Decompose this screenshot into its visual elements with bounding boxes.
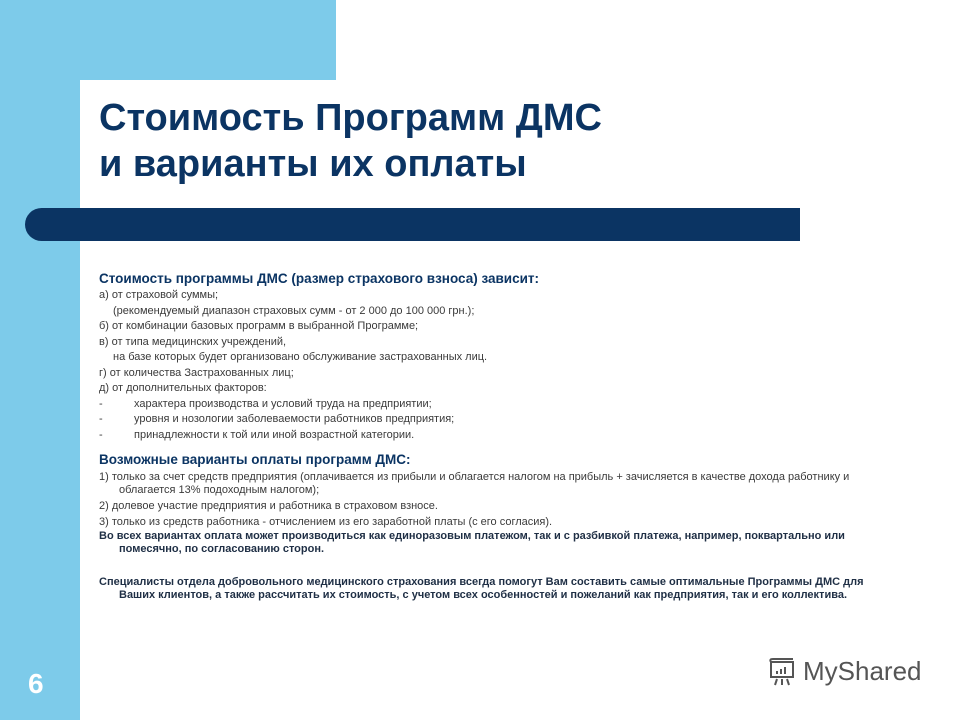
bullet: -	[99, 413, 103, 425]
list-item: б) от комбинации базовых программ в выбранной Программе;	[99, 320, 419, 332]
factor-text: характера производства и условий труда на предприятии;	[134, 397, 432, 410]
bullet: -	[99, 397, 103, 410]
presentation-board-icon	[767, 657, 797, 687]
slide-title	[99, 95, 602, 187]
payment-option: 1) только за счет средств предприятия (оплачивается из прибыли и облагается налогом на прибыль + зачисляется в качестве дохода работнику и облагается 13% подоходным налогом);	[99, 471, 850, 496]
decor-left-strip	[0, 0, 80, 720]
factor-text: уровня и нозологии заболеваемости работников предприятия;	[134, 413, 455, 425]
factor-item	[99, 428, 899, 444]
section-heading-payment: Возможные варианты оплаты программ ДМС:	[99, 452, 411, 467]
closing-text: Специалисты отдела добровольного медицинского страхования всегда помогут Вам составить самые оптимальные Программы ДМС для Ваших клиентов, а также рассчитать их стоимость, с учетом всех особенностей и пожеланий как предприятия, так и его коллектива.	[99, 576, 864, 601]
list-item: а) от страховой суммы;	[99, 289, 219, 301]
list-item: г) от количества Застрахованных лиц;	[99, 366, 294, 379]
list-item: д) от дополнительных факторов:	[99, 382, 267, 394]
title-line-1: Стоимость Программ ДМС	[99, 97, 602, 139]
list-item: (рекомендуемый диапазон страховых сумм - от 2 000 до 100 000 грн.);	[113, 304, 475, 317]
watermark-text: MyShared	[803, 656, 922, 686]
watermark-logo	[767, 656, 922, 687]
list-item: на базе которых будет организовано обслуживание застрахованных лиц.	[113, 351, 488, 363]
page-number: 6	[28, 668, 44, 699]
slide-body	[99, 270, 899, 602]
factor-item	[99, 397, 899, 413]
title-line-2: и варианты их оплаты	[99, 143, 527, 185]
factor-text: принадлежности к той или иной возрастной категории.	[134, 428, 415, 441]
list-item: в) от типа медицинских учреждений,	[99, 335, 287, 348]
bullet: -	[99, 428, 103, 441]
factor-item	[99, 412, 899, 428]
payment-option: 3) только из средств работника - отчислением из его заработной платы (с его согласия).	[99, 515, 553, 528]
section-heading-cost: Стоимость программы ДМС (размер страхового взноса) зависит:	[99, 271, 540, 286]
payment-note: Во всех вариантах оплата может производиться как единоразовым платежом, так и с разбивкой платежа, например, поквартально или помесячно, по согласованию сторон.	[99, 530, 845, 555]
title-underline-bar	[25, 208, 800, 241]
decor-top-block	[80, 0, 336, 80]
payment-option: 2) долевое участие предприятия и работника в страховом взносе.	[99, 500, 438, 512]
